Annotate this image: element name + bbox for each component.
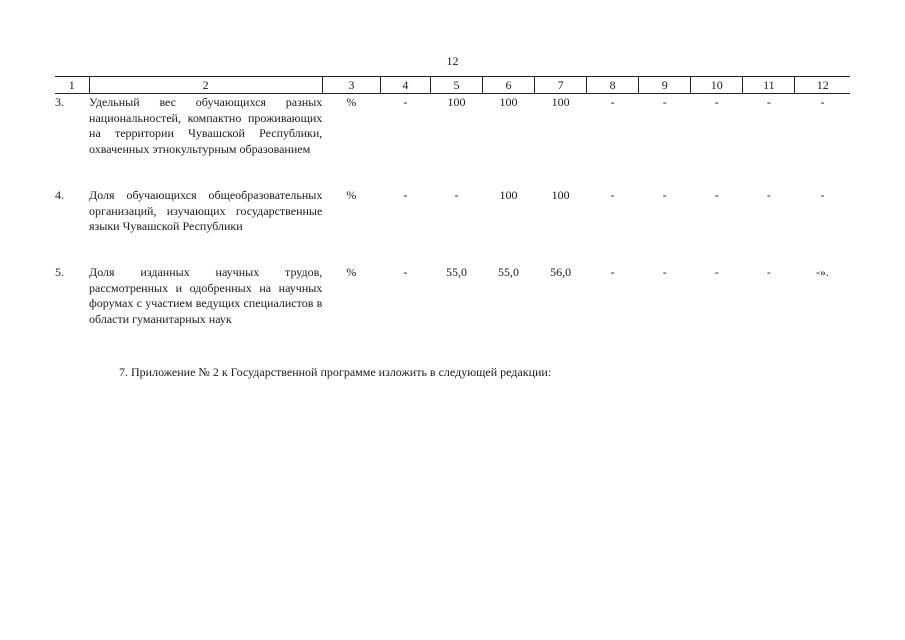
column-header: 2: [89, 77, 322, 94]
column-header: 5: [430, 77, 482, 94]
value-cell: -: [610, 187, 615, 202]
value-cell: -: [766, 95, 771, 109]
row-number: 4.: [55, 187, 64, 202]
value-cell: 100: [447, 95, 466, 109]
value-cell: 56,0: [550, 264, 572, 279]
indicator-name: Доля обучающихся общеобразовательных организаций, изучающих государственные языки Чувашской Республики: [89, 187, 323, 234]
value-cell: -: [662, 187, 667, 202]
value-cell: -: [403, 264, 408, 279]
page-number: 12: [446, 54, 459, 68]
column-header: 11: [743, 77, 795, 94]
value-cell: -: [662, 264, 667, 279]
table-row: [55, 94, 850, 158]
column-header: 4: [380, 77, 430, 94]
unit-cell: %: [346, 95, 357, 109]
unit-cell: %: [346, 264, 357, 279]
value-cell: -».: [815, 264, 829, 279]
value-cell: -: [766, 187, 771, 202]
table-row: [55, 188, 850, 235]
value-cell: -: [403, 95, 408, 109]
indicator-name: Удельный вес обучающихся разных национальностей, компактно проживающих на территории Чувашской Республики, охваченных этнокультурным образованием: [89, 95, 323, 157]
value-cell: 100: [551, 187, 570, 202]
value-cell: -: [454, 187, 459, 202]
value-cell: -: [714, 187, 719, 202]
value-cell: -: [714, 264, 719, 279]
unit-cell: %: [346, 187, 357, 202]
column-header: 8: [587, 77, 639, 94]
value-cell: -: [662, 95, 667, 109]
value-cell: -: [766, 264, 771, 279]
value-cell: -: [820, 95, 825, 109]
row-number: 5.: [55, 264, 64, 279]
amendment-paragraph: 7. Приложение № 2 к Государственной программе изложить в следующей редакции:: [119, 365, 552, 379]
row-spacer: [55, 158, 850, 188]
column-header: 9: [639, 77, 691, 94]
value-cell: -: [714, 95, 719, 109]
value-cell: 100: [551, 95, 570, 109]
value-cell: 55,0: [498, 264, 520, 279]
table-row: [55, 265, 850, 328]
value-cell: -: [610, 95, 615, 109]
value-cell: 55,0: [445, 264, 467, 279]
value-cell: -: [610, 264, 615, 279]
value-cell: -: [403, 187, 408, 202]
table-header-row: [55, 77, 850, 94]
column-header: 12: [795, 77, 850, 94]
indicators-table: [55, 76, 850, 328]
column-header: 1: [55, 77, 89, 94]
row-number: 3.: [55, 95, 64, 109]
column-header: 7: [535, 77, 587, 94]
indicator-name: Доля изданных научных трудов, рассмотренных и одобренных на научных форумах с участием ведущих специалистов в области гуманитарных наук: [89, 264, 323, 327]
column-header: 3: [322, 77, 380, 94]
value-cell: -: [820, 187, 825, 202]
column-header: 6: [483, 77, 535, 94]
value-cell: 100: [499, 187, 518, 202]
column-header: 10: [691, 77, 743, 94]
row-spacer: [55, 235, 850, 265]
value-cell: 100: [499, 95, 518, 109]
